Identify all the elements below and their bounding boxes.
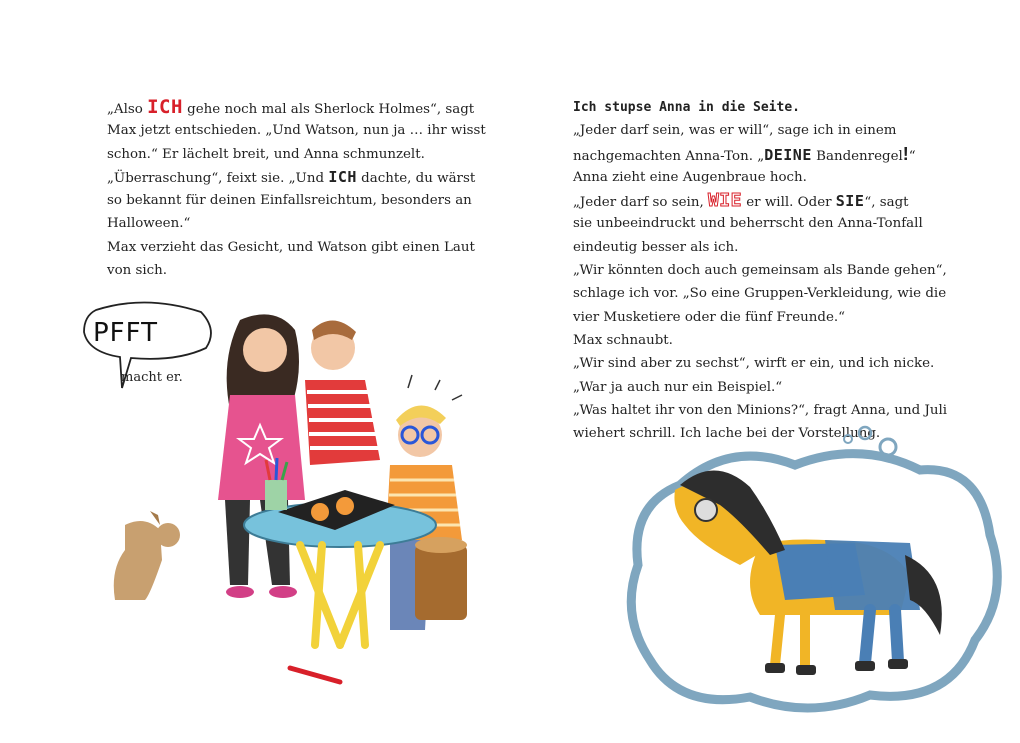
text-line: schlage ich vor. „So eine Gruppen-Verkleidung, wie die (573, 286, 947, 302)
text-line: schon.“ Er lächelt breit, und Anna schmunzelt. (107, 146, 425, 162)
heading-line: Ich stupse Anna in die Seite. (573, 100, 800, 115)
text-line: Max jetzt entschieden. „Und Watson, nun ja … ihr wisst (107, 123, 486, 139)
text-line: „War ja auch nur ein Beispiel.“ (573, 379, 783, 395)
text-line: Max verzieht das Gesicht, und Watson gibt einen Laut (107, 239, 475, 255)
text-line: von sich. (107, 263, 168, 279)
text-line: Max schnaubt. (573, 332, 673, 348)
text-line: „Überraschung“, feixt sie. „Und ICH dachte, du wärst (107, 167, 476, 186)
text-line: Anna zieht eine Augenbraue hoch. (573, 169, 807, 185)
thought-cloud-pony-illustration (620, 425, 1010, 725)
text-line: wiehert schrill. Ich lache bei der Vorstellung. (573, 426, 881, 442)
text-line: „Jeder darf so sein, WIE er will. Oder SIE“, sagt (573, 190, 909, 212)
text-line: so bekannt für deinen Einfallsreichtum, besonders an (107, 193, 472, 209)
text-line: „Wir könnten doch auch gemeinsam als Bande gehen“, (573, 263, 947, 279)
text-line: vier Musketiere oder die fünf Freunde.“ (573, 309, 845, 325)
kids-at-table-illustration (90, 300, 480, 695)
text-line: „Wir sind aber zu sechst“, wirft er ein, und ich nicke. (573, 356, 935, 372)
bubble-text-pfft: PFFT (93, 318, 159, 348)
text-line: eindeutig besser als ich. (573, 239, 739, 255)
text-line: „Also ICH gehe noch mal als Sherlock Holmes“, sagt (107, 96, 475, 118)
caption-macht-er: macht er. (121, 370, 183, 385)
left-page-text (107, 96, 486, 282)
text-line: nachgemachten Anna-Ton. „DEINE Bandenregel!“ (573, 143, 916, 164)
text-line: sie unbeeindruckt und beherrscht den Anna-Tonfall (573, 216, 923, 232)
text-line: „Was haltet ihr von den Minions?“, fragt Anna, und Juli (573, 402, 948, 418)
text-line: Halloween.“ (107, 216, 191, 232)
right-page-text (573, 96, 947, 445)
right-page (510, 0, 1020, 743)
text-line: „Jeder darf sein, was er will“, sage ich in einem (573, 123, 897, 139)
